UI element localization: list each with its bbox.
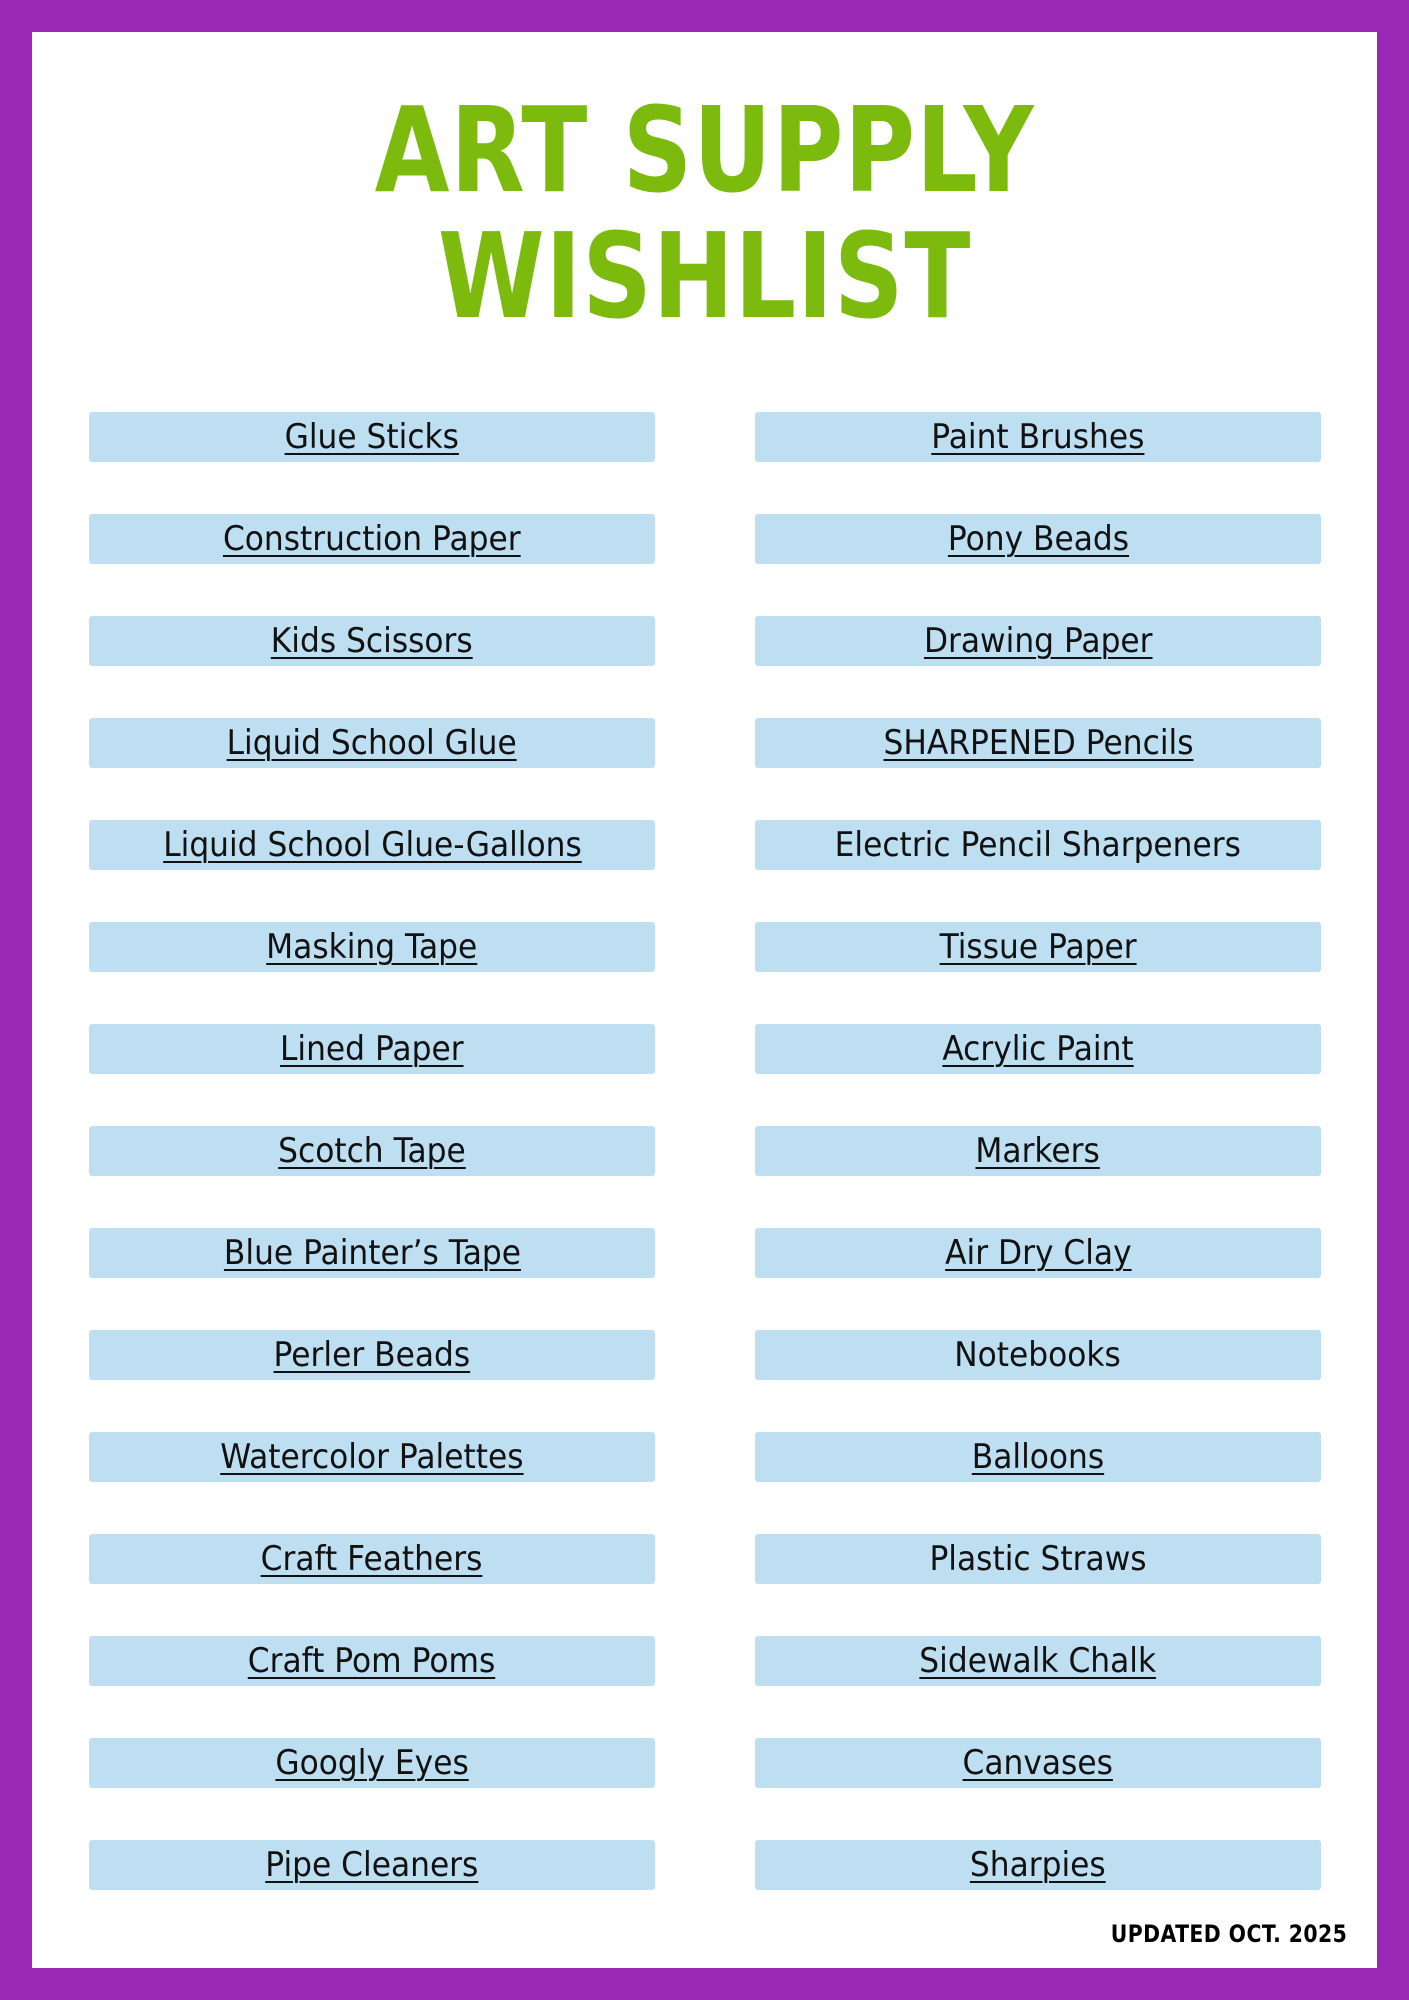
- item-label: SHARPENED Pencils: [882, 723, 1194, 763]
- item-balloons[interactable]: [755, 1432, 1321, 1482]
- wishlist-page: [32, 32, 1377, 1968]
- item-liquid-school-glue-gallons[interactable]: [89, 820, 655, 870]
- item-label: Canvases: [962, 1743, 1114, 1783]
- item-label: Blue Painter’s Tape: [223, 1233, 521, 1273]
- item-pipe-cleaners[interactable]: [89, 1840, 655, 1890]
- item-label: Watercolor Palettes: [220, 1437, 524, 1477]
- item-googly-eyes[interactable]: [89, 1738, 655, 1788]
- item-masking-tape[interactable]: [89, 922, 655, 972]
- left-item-list: [89, 412, 655, 1942]
- item-craft-pom-poms[interactable]: [89, 1636, 655, 1686]
- title-line-2: WISHLIST: [437, 207, 972, 345]
- item-watercolor-palettes[interactable]: [89, 1432, 655, 1482]
- item-paint-brushes[interactable]: [755, 412, 1321, 462]
- item-label: Pipe Cleaners: [265, 1845, 479, 1885]
- page-title: [32, 81, 1377, 345]
- item-canvases[interactable]: [755, 1738, 1321, 1788]
- item-label: Sidewalk Chalk: [919, 1641, 1157, 1681]
- item-drawing-paper[interactable]: [755, 616, 1321, 666]
- item-label: Drawing Paper: [923, 621, 1153, 661]
- item-craft-feathers[interactable]: [89, 1534, 655, 1584]
- item-label: Markers: [975, 1131, 1101, 1171]
- item-label: Tissue Paper: [939, 927, 1137, 967]
- item-perler-beads[interactable]: [89, 1330, 655, 1380]
- item-kids-scissors[interactable]: [89, 616, 655, 666]
- item-label: Kids Scissors: [271, 621, 473, 661]
- item-tissue-paper[interactable]: [755, 922, 1321, 972]
- title-line-1: ART SUPPLY: [374, 81, 1035, 219]
- item-label: Acrylic Paint: [942, 1029, 1134, 1069]
- item-pony-beads[interactable]: [755, 514, 1321, 564]
- item-label: Masking Tape: [266, 927, 478, 967]
- item-label: Paint Brushes: [931, 417, 1145, 457]
- item-notebooks: [755, 1330, 1321, 1380]
- item-label: Lined Paper: [280, 1029, 464, 1069]
- item-label: Liquid School Glue: [226, 723, 518, 763]
- item-label: Pony Beads: [947, 519, 1129, 559]
- item-label: Plastic Straws: [929, 1539, 1147, 1579]
- item-label: Construction Paper: [223, 519, 521, 559]
- updated-date: UPDATED OCT. 2025: [1110, 1920, 1347, 1948]
- item-sharpies[interactable]: [755, 1840, 1321, 1890]
- item-label: Balloons: [971, 1437, 1105, 1477]
- item-label: Glue Sticks: [284, 417, 460, 457]
- item-blue-painter-s-tape[interactable]: [89, 1228, 655, 1278]
- item-acrylic-paint[interactable]: [755, 1024, 1321, 1074]
- item-markers[interactable]: [755, 1126, 1321, 1176]
- item-electric-pencil-sharpeners: [755, 820, 1321, 870]
- item-scotch-tape[interactable]: [89, 1126, 655, 1176]
- item-lined-paper[interactable]: [89, 1024, 655, 1074]
- item-label: Googly Eyes: [275, 1743, 469, 1783]
- item-label: Electric Pencil Sharpeners: [834, 825, 1242, 865]
- item-label: Perler Beads: [273, 1335, 471, 1375]
- item-label: Notebooks: [954, 1335, 1122, 1375]
- item-liquid-school-glue[interactable]: [89, 718, 655, 768]
- item-label: Liquid School Glue-Gallons: [162, 825, 582, 865]
- item-label: Scotch Tape: [278, 1131, 466, 1171]
- item-air-dry-clay[interactable]: [755, 1228, 1321, 1278]
- item-sharpened-pencils[interactable]: [755, 718, 1321, 768]
- item-glue-sticks[interactable]: [89, 412, 655, 462]
- right-item-list: [755, 412, 1321, 1942]
- item-label: Craft Pom Poms: [248, 1641, 496, 1681]
- item-sidewalk-chalk[interactable]: [755, 1636, 1321, 1686]
- item-label: Air Dry Clay: [944, 1233, 1132, 1273]
- item-construction-paper[interactable]: [89, 514, 655, 564]
- item-plastic-straws: [755, 1534, 1321, 1584]
- item-label: Sharpies: [970, 1845, 1106, 1885]
- item-label: Craft Feathers: [261, 1539, 483, 1579]
